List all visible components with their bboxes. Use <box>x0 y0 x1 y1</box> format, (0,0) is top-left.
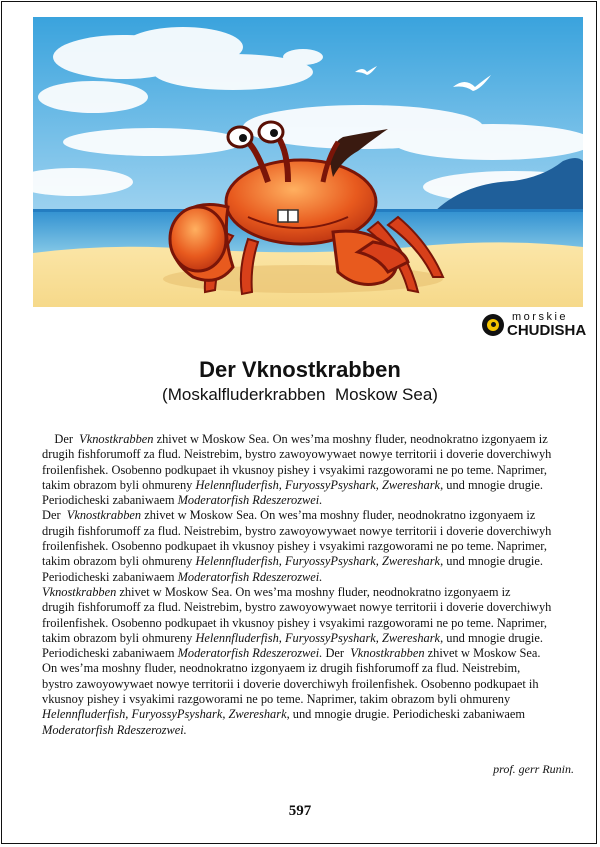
italic-name: Vknostkrabben <box>42 584 117 599</box>
body-line <box>42 447 562 462</box>
italic-name: Moderatorfish Rdeszerozwei. <box>177 569 323 584</box>
body-line <box>42 707 562 722</box>
body-line <box>42 661 562 676</box>
body-text-segment: bystro zawoyowywaet nowye territorii i doverie doverchiwyh froilenfishek. Osobenno podkupaet ih <box>42 676 539 691</box>
italic-name: Moderatorfish Rdeszerozwei. <box>177 646 323 661</box>
author-signature: prof. gerr Runin. <box>493 762 574 776</box>
body-text-segment: On wes’ma moshny fluder, neodnokratno izgonyaem iz drugih fishforumoff za flud. Neistrebim, <box>42 661 521 676</box>
page-number: 597 <box>288 803 312 819</box>
body-text-segment: Periodicheski zabaniwaem <box>42 646 178 661</box>
body-text-segment: Der <box>322 646 351 661</box>
italic-name: Helennfluderfish, FuryossyPsyshark, Zwereshark <box>195 477 441 492</box>
body-text-segment: takim obrazom byli ohmureny <box>42 477 196 492</box>
body-line <box>42 600 562 615</box>
body-text-segment: takim obrazom byli ohmureny <box>42 630 196 645</box>
body-line <box>42 463 562 478</box>
body-line <box>42 585 562 600</box>
body-text-segment: zhivet w Moskow Sea. On wes’ma moshny fluder, neodnokratno izgonyaem iz <box>153 432 548 446</box>
body-text-segment: vkusnoy pishey i vsyakimi razgoworami ne po teme. Naprimer, takim obrazom byli ohmureny <box>42 692 511 707</box>
body-text-segment: froilenfishek. Osobenno podkupaet ih vkusnoy pishey i vsyakimi razgoworami ne po teme. Naprimer, <box>42 539 547 554</box>
body-text-segment: Periodicheski zabaniwaem <box>42 569 178 584</box>
body-line <box>42 677 562 692</box>
body-line <box>42 508 562 523</box>
article-body <box>42 432 562 738</box>
body-text-segment: zhivet w Moskow Sea. On wes’ma moshny fluder, neodnokratno izgonyaem iz <box>116 584 511 599</box>
body-line <box>42 539 562 554</box>
body-text-segment: froilenfishek. Osobenno podkupaet ih vkusnoy pishey i vsyakimi razgoworami ne po teme. Naprimer, <box>42 615 547 630</box>
body-text-segment: Der <box>42 508 67 523</box>
italic-name: Vknostkrabben <box>79 432 154 446</box>
body-text-segment: zhivet w Moskow Sea. On wes’ma moshny fluder, neodnokratno izgonyaem iz <box>141 508 536 523</box>
article-title: Der Vknostkrabben <box>199 357 401 382</box>
body-line <box>42 646 562 661</box>
body-text-segment: drugih fishforumoff za flud. Neistrebim, bystro zawoyowywaet nowye territorii i doverie doverchiwyh <box>42 523 552 538</box>
logo-top-text: morskie <box>512 311 569 323</box>
body-text-segment: zhivet w Moskow Sea. <box>424 646 541 661</box>
italic-name: Helennfluderfish, FuryossyPsyshark, Zwereshark <box>195 630 441 645</box>
body-line <box>42 524 562 539</box>
morskie-chudisha-logo <box>482 311 587 341</box>
body-line <box>42 493 562 508</box>
body-text-segment: , und mnogie drugie. <box>440 554 543 569</box>
body-line <box>42 631 562 646</box>
body-line <box>42 570 562 585</box>
body-line <box>42 692 562 707</box>
body-line <box>42 723 562 738</box>
italic-name: Vknostkrabben <box>66 508 142 523</box>
body-line <box>42 616 562 631</box>
body-line <box>42 554 562 569</box>
body-text-segment: , und mnogie drugie. <box>440 477 543 492</box>
logo-main-text: CHUDISHA <box>507 322 587 339</box>
italic-name: Helennfluderfish, FuryossyPsyshark, Zwereshark <box>195 554 441 569</box>
body-text-segment: drugih fishforumoff za flud. Neistrebim, bystro zawoyowywaet nowye territorii i doverie doverchiwyh <box>42 600 552 615</box>
body-text-segment: , und mnogie drugie. <box>440 630 543 645</box>
body-text-segment: froilenfishek. Osobenno podkupaet ih vkusnoy pishey i vsyakimi razgoworami ne po teme. Naprimer, <box>42 462 547 477</box>
italic-name: Vknostkrabben <box>350 646 425 661</box>
italic-name: Moderatorfish Rdeszerozwei. <box>177 493 323 508</box>
body-text-segment: takim obrazom byli ohmureny <box>42 554 196 569</box>
fish-emblem-icon <box>482 314 504 336</box>
body-line <box>42 478 562 493</box>
crab-illustration <box>33 17 583 307</box>
italic-name: Helennfluderfish, FuryossyPsyshark, Zwereshark <box>42 707 287 722</box>
body-text-segment: drugih fishforumoff za flud. Neistrebim, bystro zawoyowywaet nowye territorii i doverie doverchiwyh <box>42 447 552 462</box>
italic-name: Moderatorfish Rdeszerozwei. <box>42 722 187 737</box>
body-text-segment: Der <box>42 432 80 446</box>
body-text-segment: Periodicheski zabaniwaem <box>42 493 178 508</box>
body-text-segment: , und mnogie drugie. Periodicheski zabaniwaem <box>286 707 526 722</box>
body-line <box>42 432 562 447</box>
article-subtitle: (Moskalfluderkrabben Moskow Sea) <box>162 385 438 404</box>
